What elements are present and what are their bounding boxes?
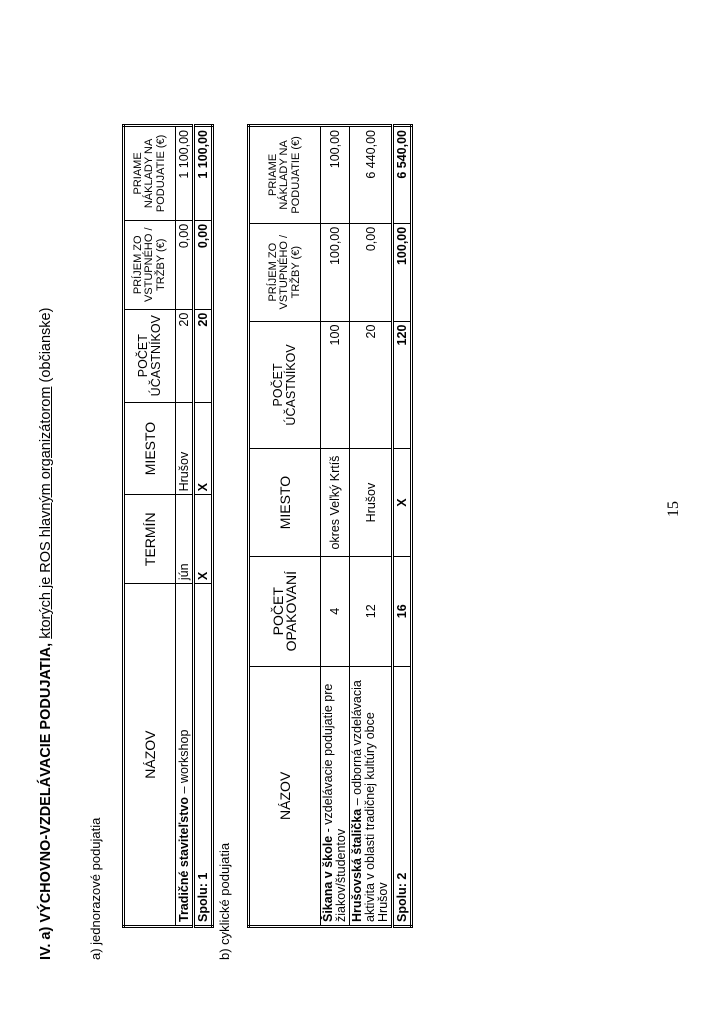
section-heading: [38, 308, 54, 960]
heading-bold: IV. a) VÝCHOVNO-VZDELÁVACIE PODUJATIA,: [38, 642, 54, 960]
event-name-bold: Hrušovská štalička: [350, 808, 364, 922]
section-b-label: b) cyklické podujatia: [217, 842, 232, 960]
table-row: [176, 126, 194, 927]
event-participants: 20: [176, 309, 194, 402]
event-place: Hrušov: [176, 402, 194, 495]
cyclic-events-table: [247, 124, 413, 928]
page-number: 15: [665, 501, 682, 517]
total-label: Spolu: 1: [194, 584, 213, 927]
header-place: MIESTO: [124, 402, 176, 495]
event-name-bold: Tradičné staviteľstvo: [176, 796, 191, 922]
heading-suffix: (občianske): [38, 307, 54, 383]
table-row: [321, 126, 350, 927]
header-participants: POČET ÚČASTNÍKOV: [249, 321, 321, 449]
header-place: MIESTO: [249, 449, 321, 557]
total-participants: 20: [194, 309, 213, 402]
event-costs: 1 100,00: [176, 126, 194, 221]
event-name: [176, 584, 194, 927]
event-participants: 20: [350, 321, 393, 449]
event-place: Hrušov: [350, 449, 393, 557]
table-header-row: [124, 126, 176, 927]
event-name-rest: - vzdelávacie podujatie pre žiakov/študentov: [321, 683, 348, 922]
header-participants: POČET ÚČASTNÍKOV: [124, 309, 176, 402]
total-place: X: [393, 449, 412, 557]
total-row: [393, 126, 412, 927]
header-repetitions: POČET OPAKOVANÍ: [249, 556, 321, 666]
table-header-row: [249, 126, 321, 927]
total-income: 100,00: [393, 223, 412, 321]
event-name-rest: – workshop: [176, 729, 191, 797]
header-name: NÁZOV: [124, 584, 176, 927]
event-income: 0,00: [176, 220, 194, 309]
event-name-bold: Šikana v škole: [321, 835, 335, 922]
header-name: NÁZOV: [249, 666, 321, 926]
event-income: 100,00: [321, 223, 350, 321]
total-term: X: [194, 495, 213, 584]
table-row: [350, 126, 393, 927]
one-time-events-table: [122, 124, 214, 928]
total-income: 0,00: [194, 220, 213, 309]
event-name-rest: – odborná vzdelávacia aktivita v oblasti tradičnej kultúry obce Hrušov: [350, 680, 390, 922]
total-place: X: [194, 402, 213, 495]
event-place: okres Veľký Krtíš: [321, 449, 350, 557]
total-repetitions: 16: [393, 556, 412, 666]
total-participants: 120: [393, 321, 412, 449]
event-name: [321, 666, 350, 926]
header-income: PRÍJEM ZO VSTUPNÉHO / TRŽBY (€): [124, 220, 176, 309]
section-a-label: a) jednorazové podujatia: [88, 817, 103, 960]
event-name: [350, 666, 393, 926]
header-costs: PRIAME NÁKLADY NA PODUJATIE (€): [249, 126, 321, 224]
event-term: jún: [176, 495, 194, 584]
event-costs: 6 440,00: [350, 126, 393, 224]
total-row: [194, 126, 213, 927]
event-costs: 100,00: [321, 126, 350, 224]
header-term: TERMÍN: [124, 495, 176, 584]
event-repetitions: 4: [321, 556, 350, 666]
event-repetitions: 12: [350, 556, 393, 666]
total-costs: 6 540,00: [393, 126, 412, 224]
header-income: PRÍJEM ZO VSTUPNÉHO / TRŽBY (€): [249, 223, 321, 321]
total-costs: 1 100,00: [194, 126, 213, 221]
header-costs: PRIAME NÁKLADY NA PODUJATIE (€): [124, 126, 176, 221]
event-participants: 100: [321, 321, 350, 449]
heading-underlined: ktorých je ROS hlavným organizátorom: [38, 386, 54, 639]
event-income: 0,00: [350, 223, 393, 321]
total-label: Spolu: 2: [393, 666, 412, 926]
